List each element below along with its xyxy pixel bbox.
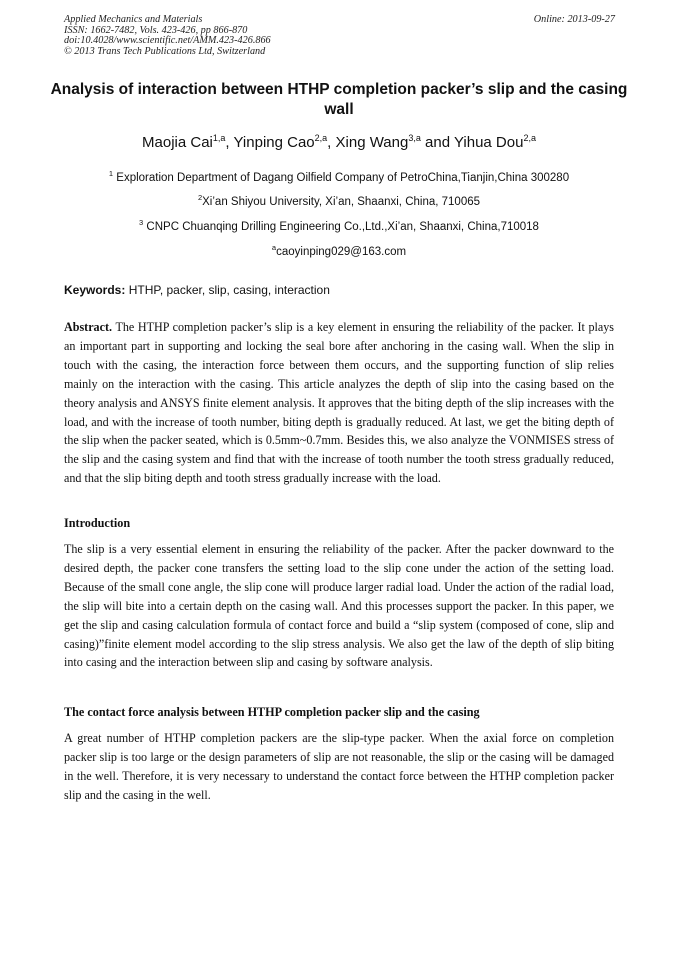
author-name: Yihua Dou (453, 134, 524, 151)
author-list (20, 133, 658, 153)
author-name: Yinping Cao (233, 134, 315, 151)
author-separator: , (327, 134, 336, 151)
paper-title: Analysis of interaction between HTHP completion packer’s slip and the casing wall (50, 81, 628, 118)
section-paragraph-contact-force: A great number of HTHP completion packers are the slip-type packer. When the axial force on completion packer slip is too large or the design parameters of slip are not reasonable, the slip or the casing will be damaged in the well. Therefore, it is very necessary to understand the contact force between the HTHP completion packer slip and the casing in the well. (64, 731, 614, 802)
email-mark: a (271, 243, 277, 252)
affiliation-mark: 2 (197, 193, 203, 202)
author-affiliation-mark: 3,a (408, 133, 421, 143)
section-heading-introduction: Introduction (64, 516, 131, 530)
online-date: Online: 2013-09-27 (533, 14, 615, 25)
author-separator: , (225, 134, 234, 151)
affiliation-mark: 1 (108, 169, 114, 178)
journal-header (64, 15, 271, 57)
abstract (64, 318, 614, 488)
section-heading-contact-force: The contact force analysis between HTHP completion packer slip and the casing (64, 705, 480, 719)
affiliation-mark: 3 (139, 218, 144, 227)
abstract-label: Abstract. (64, 320, 113, 334)
keywords (64, 283, 614, 297)
contact-email (20, 245, 658, 259)
journal-name: Applied Mechanics and Materials (64, 14, 203, 25)
affiliation-text: Xi’an Shiyou University, Xi’an, Shaanxi, China, 710065 (202, 196, 481, 208)
doi-line[interactable]: doi:10.4028/www.scientific.net/AMM.423-426.866 (64, 35, 271, 47)
affiliation-text: Exploration Department of Dagang Oilfield Company of PetroChina,Tianjin,China 300280 (116, 172, 570, 184)
keywords-label: Keywords: (64, 283, 126, 297)
author-name: Xing Wang (335, 134, 409, 151)
keywords-text: HTHP, packer, slip, casing, interaction (128, 283, 330, 297)
email-address[interactable]: caoyinping029@163.com (276, 246, 407, 258)
section-paragraph-introduction: The slip is a very essential element in ensuring the reliability of the packer. After the packer downward to the desired depth, the packer cone transfers the setting load to the slip cone under the action of the setting load. Because of the small cone angle, the slip cone will produce larger radial load. Under the action of the radial load, the slip will bite into a certain depth on the casing wall. And this processes support the packer. In this paper, we get the slip and casing calculation formula of contact force and build a “slip system (composed of cone, slip and casing)”finite element model according to the slip stress analysis. We also get the law of the depth of slip biting into casing and the interaction between slip and casing by software analysis. (64, 542, 614, 670)
affiliation-2 (20, 195, 658, 209)
affiliation-3 (20, 220, 658, 234)
author-name: Maojia Cai (142, 134, 213, 151)
author-affiliation-mark: 2,a (314, 133, 328, 143)
copyright-line: © 2013 Trans Tech Publications Ltd, Switzerland (64, 45, 266, 57)
affiliation-1 (20, 171, 658, 185)
author-affiliation-mark: 1,a (212, 133, 226, 143)
author-affiliation-mark: 2,a (523, 133, 536, 143)
abstract-text: The HTHP completion packer’s slip is a key element in ensuring the reliability of the packer. It plays an important part in supporting and locking the seal bore after anchoring in the casing wall. When the slip in touch with the casing, the interaction force between them occurs, and the supporting function of slip relies mainly on the interaction with the casing. This article analyzes the depth of slip into the casing based on the theory analysis and ANSYS finite element analysis. It approves that the biting depth of the slip increases with the load, and with the increase of tooth number, biting depth is gradually reduced. At last, we get the biting depth of the slip when the packer seated, which is 0.5mm~0.7mm. Besides this, we also analyze the VONMISES stress of the slip and the casing system and find that with the increase of tooth number the tooth stress gradually reduced, and that the slip biting depth and tooth stress gradually increase with the load. (64, 320, 614, 486)
affiliation-text: CNPC Chuanqing Drilling Engineering Co.,Ltd.,Xi’an, Shaanxi, China,710018 (146, 221, 539, 233)
author-separator: and (420, 134, 454, 151)
issn-line: ISSN: 1662-7482, Vols. 423-426, pp 866-870 (64, 24, 248, 36)
